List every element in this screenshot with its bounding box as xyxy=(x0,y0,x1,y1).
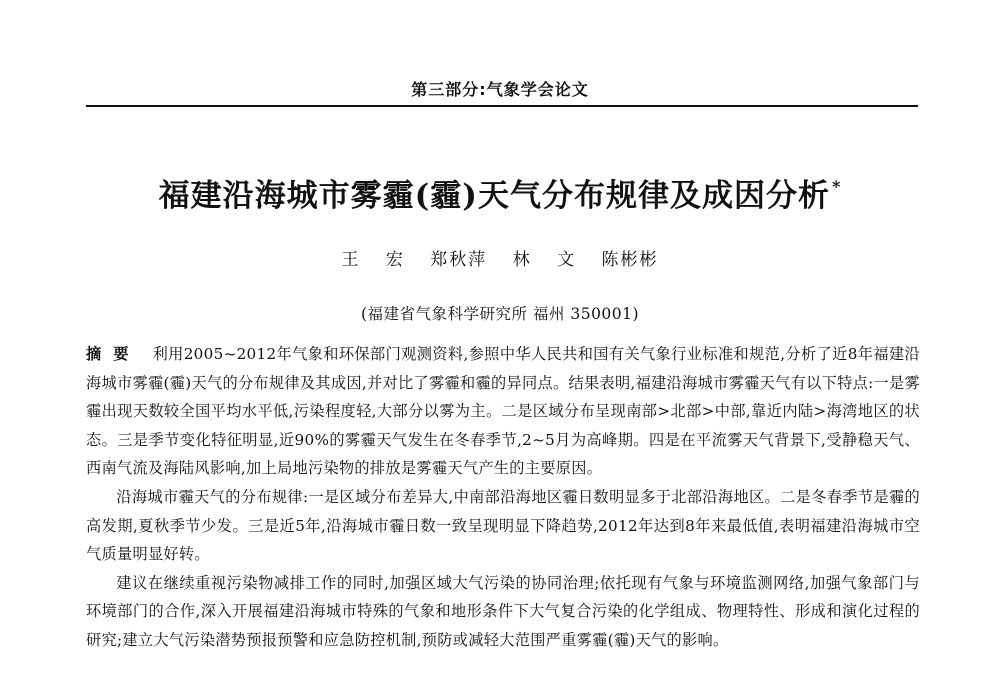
abstract-paragraph-1-text: 利用2005~2012年气象和环保部门观测资料,参照中华人民共和国有关气象行业标准和规范,分析了近8年福建沿海城市雾霾(霾)天气的分布规律及其成因,并对比了雾霾和霾的异同点。结果表明,福建沿海城市雾霾天气有以下特点:一是雾霾出现天数较全国平均水平低,污染程度轻,大部分以雾为主。二是区域分布呈现南部>北部>中部,靠近内陆>海湾地区的状态。三是季节变化特征明显,近90%的雾霾天气发生在冬春季节,2~5月为高峰期。四是在平流雾天气背景下,受静稳天气、西南气流及海陆风影响,加上局地污染物的排放是雾霾天气产生的主要原因。 xyxy=(86,345,921,478)
author-list: 王 宏 郑秋萍 林 文 陈彬彬 xyxy=(341,250,659,270)
header-rule xyxy=(86,105,918,107)
abstract-label: 摘要 xyxy=(86,345,141,363)
paper-title-text: 福建沿海城市雾霾(霾)天气分布规律及成因分析 xyxy=(158,178,830,214)
affiliation: (福建省气象科学研究所 福州 350001) xyxy=(360,305,640,323)
paper-title xyxy=(0,170,1000,215)
running-header: 第三部分:气象学会论文 xyxy=(411,80,589,99)
title-footnote-mark: * xyxy=(831,177,842,196)
abstract-paragraph: 建议在继续重视污染物减排工作的同时,加强区域大气污染的协同治理;依托现有气象与环境监测网络,加强气象部门与环境部门的合作,深入开展福建沿海城市特殊的气象和地形条件下大气复合污染的化学组成、物理特性、形成和演化过程的研究;建立大气污染潜势预报预警和应急防控机制,预防或减轻大范围严重雾霾(霾)天气的影响。 xyxy=(86,573,920,649)
abstract xyxy=(86,340,920,655)
abstract-paragraph xyxy=(86,340,920,483)
abstract-paragraph: 沿海城市霾天气的分布规律:一是区域分布差异大,中南部沿海地区霾日数明显多于北部沿海地区。二是冬春季节是霾的高发期,夏秋季节少发。三是近5年,沿海城市霾日数一致呈现明显下降趋势,2012年达到8年来最低值,表明福建沿海城市空气质量明显好转。 xyxy=(86,487,920,564)
